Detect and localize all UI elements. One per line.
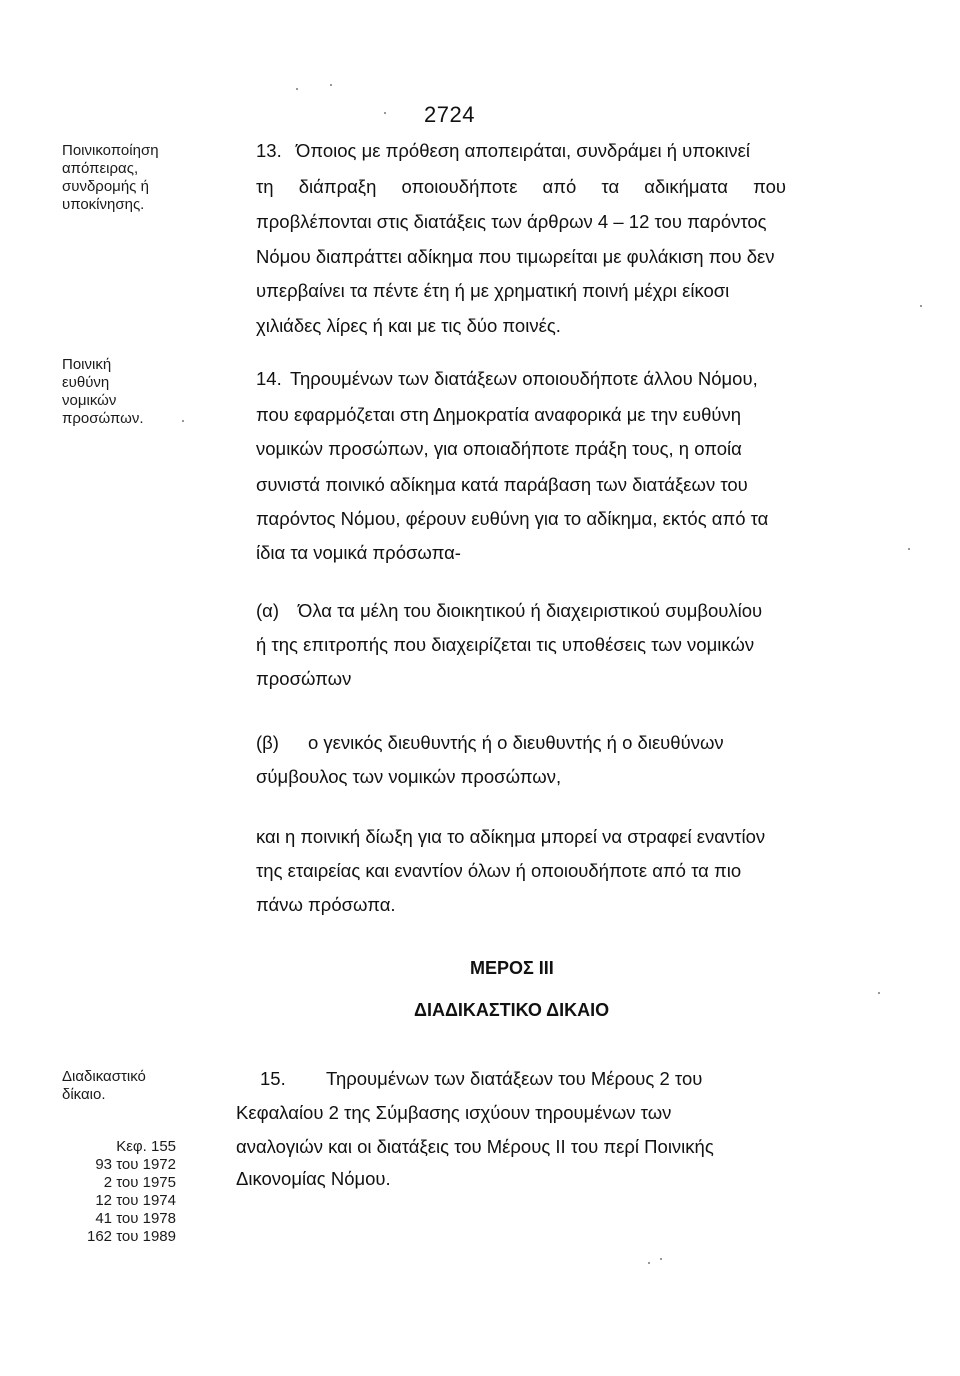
section-13-line: τη διάπραξη οποιουδήποτε από τα αδικήματα που bbox=[256, 176, 786, 197]
margin-note-attempt bbox=[62, 142, 159, 214]
scan-speck bbox=[296, 88, 298, 90]
margin-note-line: ευθύνη bbox=[62, 374, 110, 391]
section-13-number: 13. bbox=[256, 140, 282, 161]
item-b-label: (β) bbox=[256, 732, 279, 753]
item-a-line: Όλα τα μέλη του διοικητικού ή διαχειριστικού συμβουλίου bbox=[298, 600, 763, 621]
section-14-number: 14. bbox=[256, 368, 282, 389]
reference-line: 2 του 1975 bbox=[103, 1174, 176, 1191]
item-b-line: σύμβουλος των νομικών προσώπων, bbox=[256, 766, 562, 787]
section-15-line: Δικονομίας Νόμου. bbox=[236, 1168, 391, 1189]
section-14-line: συνιστά ποινικό αδίκημα κατά παράβαση των διατάξεων του bbox=[256, 474, 748, 495]
reference-line: 41 του 1978 bbox=[95, 1210, 176, 1227]
section-14-line: που εφαρμόζεται στη Δημοκρατία αναφορικά με την ευθύνη bbox=[256, 404, 742, 425]
margin-note-line: δίκαιο. bbox=[62, 1086, 106, 1103]
margin-note-line: Ποινική bbox=[62, 356, 112, 373]
section-15-number: 15. bbox=[260, 1068, 286, 1089]
section-13-line: Όποιος με πρόθεση αποπειράται, συνδράμει ή υποκινεί bbox=[296, 140, 751, 161]
item-a-line: ή της επιτροπής που διαχειρίζεται τις υποθέσεις των νομικών bbox=[256, 634, 755, 655]
section-14-line: παρόντος Νόμου, φέρουν ευθύνη για το αδίκημα, εκτός από τα bbox=[256, 508, 769, 529]
part-heading: ΜΕΡΟΣ III bbox=[470, 958, 554, 978]
scan-speck bbox=[660, 1258, 662, 1260]
margin-note-line: Διαδικαστικό bbox=[62, 1068, 146, 1085]
section-13-line: Νόμου διαπράττει αδίκημα που τιμωρείται με φυλάκιση που δεν bbox=[256, 246, 775, 267]
margin-note-line: Ποινικοποίηση bbox=[62, 142, 159, 159]
scan-speck bbox=[908, 548, 910, 550]
scan-speck bbox=[330, 84, 332, 86]
section-13-line: προβλέπονται στις διατάξεις των άρθρων 4 – 12 του παρόντος bbox=[256, 211, 767, 232]
scan-speck bbox=[648, 1262, 650, 1264]
reference-line: 12 του 1974 bbox=[95, 1192, 176, 1209]
scan-speck bbox=[920, 305, 922, 307]
reference-line: 162 του 1989 bbox=[87, 1228, 176, 1245]
scan-speck bbox=[384, 112, 386, 114]
margin-note-line: υποκίνησης. bbox=[62, 196, 145, 213]
margin-note-line: νομικών bbox=[62, 392, 117, 409]
margin-note-line: απόπειρας, bbox=[62, 160, 139, 177]
item-a-label: (α) bbox=[256, 600, 280, 621]
section-15-line: αναλογιών και οι διατάξεις του Μέρους ΙΙ του περί Ποινικής bbox=[236, 1136, 714, 1157]
section-14-closing-line: και η ποινική δίωξη για το αδίκημα μπορεί να στραφεί εναντίον bbox=[256, 826, 766, 847]
scan-speck bbox=[182, 420, 184, 422]
section-14-line: νομικών προσώπων, για οποιαδήποτε πράξη τους, η οποία bbox=[256, 438, 742, 459]
page-number: 2724 bbox=[424, 102, 475, 127]
section-14-closing-line: της εταιρείας και εναντίον όλων ή οποιουδήποτε από τα πιο bbox=[256, 860, 742, 881]
margin-note-legal-persons bbox=[62, 356, 144, 428]
section-13-line: χιλιάδες λίρες ή και με τις δύο ποινές. bbox=[256, 315, 561, 336]
section-15-line: Τηρουμένων των διατάξεων του Μέρους 2 του bbox=[326, 1068, 703, 1089]
scan-speck bbox=[878, 992, 880, 994]
item-a-line: προσώπων bbox=[256, 668, 352, 689]
part-title: ΔΙΑΔΙΚΑΣΤΙΚΟ ΔΙΚΑΙΟ bbox=[414, 1000, 610, 1020]
section-15-line: Κεφαλαίου 2 της Σύμβασης ισχύουν τηρουμένων των bbox=[236, 1102, 672, 1123]
reference-line: Κεφ. 155 bbox=[116, 1138, 176, 1155]
item-b-line: ο γενικός διευθυντής ή ο διευθυντής ή ο διευθύνων bbox=[308, 732, 724, 753]
section-14-line: Τηρουμένων των διατάξεων οποιουδήποτε άλλου Νόμου, bbox=[290, 368, 758, 389]
margin-note-line: συνδρομής ή bbox=[62, 178, 149, 195]
section-14-line: ίδια τα νομικά πρόσωπα- bbox=[256, 542, 461, 563]
section-13-line: υπερβαίνει τα πέντε έτη ή με χρηματική ποινή μέχρι είκοσι bbox=[256, 280, 730, 301]
margin-note-procedural bbox=[62, 1068, 146, 1104]
legal-references bbox=[58, 1138, 176, 1246]
reference-line: 93 του 1972 bbox=[95, 1156, 176, 1173]
section-14-closing-line: πάνω πρόσωπα. bbox=[256, 894, 396, 915]
margin-note-line: προσώπων. bbox=[62, 410, 144, 427]
